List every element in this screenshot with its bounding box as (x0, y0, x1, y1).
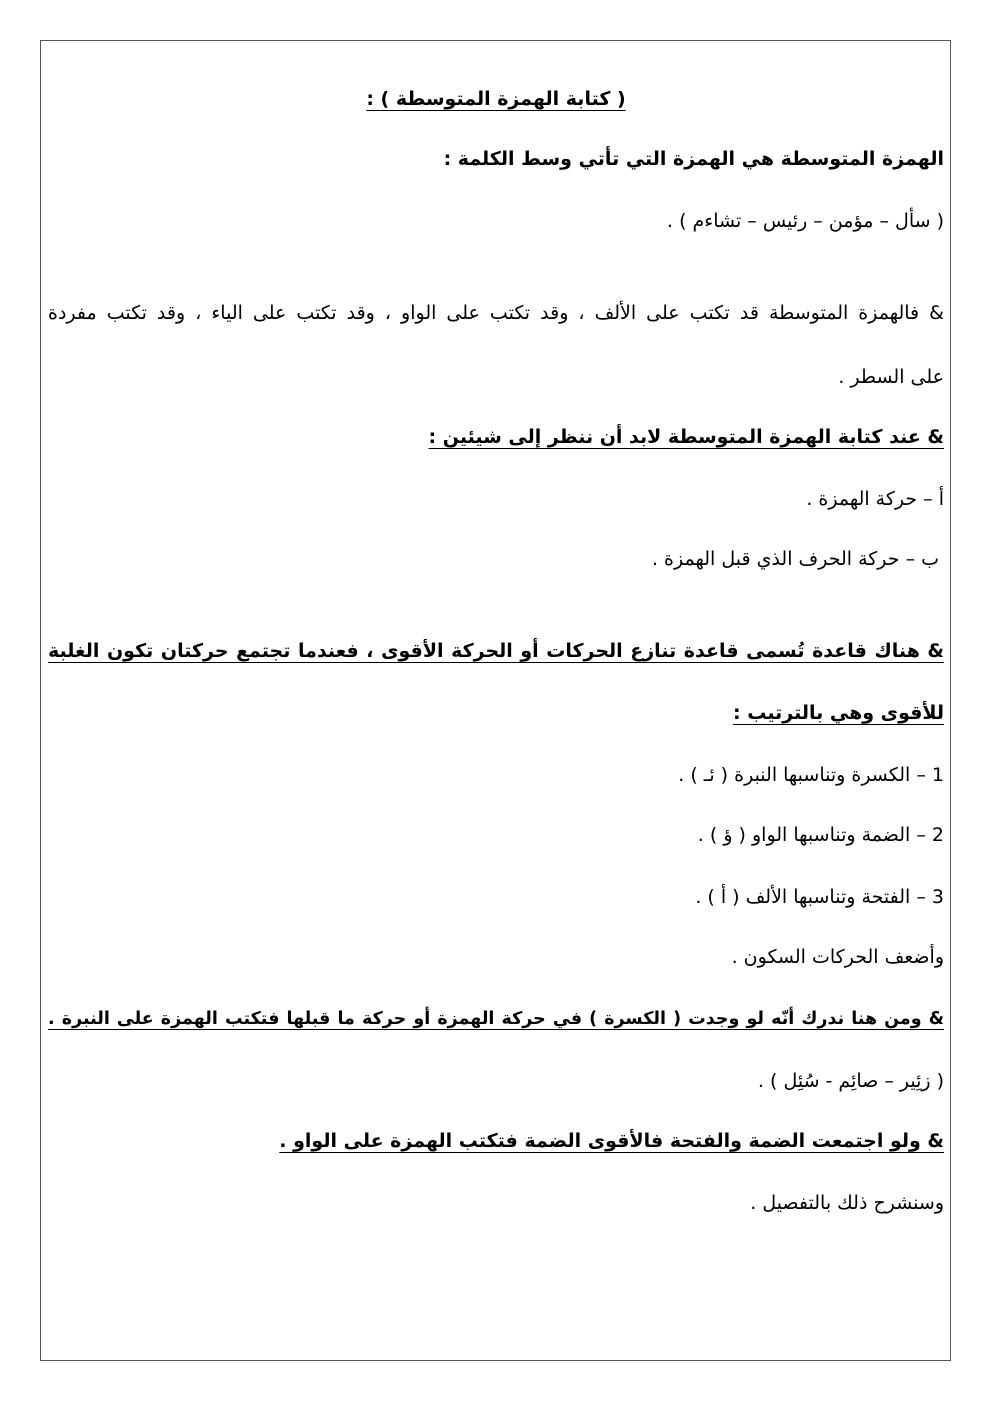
closing-note: وسنشرح ذلك بالتفصيل . (750, 1192, 944, 1214)
kasra-rule-heading: & ومن هنا ندرك أنّه لو وجدت ( الكسرة ) في حركة الهمزة أو حركة ما قبلها فتكتب الهمزة على النبرة . (48, 1009, 944, 1029)
rank-item-1: 1 – الكسرة وتناسبها النبرة ( ئـ ) . (678, 764, 944, 786)
weakest-note: وأضعف الحركات السكون . (731, 946, 944, 968)
list-item-b: ب – حركة الحرف الذي قبل الهمزة . (651, 548, 939, 570)
page-title: ( كتابة الهمزة المتوسطة ) : (366, 88, 626, 110)
paragraph-1-line-1: & فالهمزة المتوسطة قد تكتب على الألف ، وقد تكتب على الواو ، وقد تكتب على الياء ، وقد تكتب مفردة (48, 302, 944, 324)
examples-line-1: ( سأل – مؤمن – رئيس – تشاءم ) . (666, 210, 944, 232)
paragraph-1-line-2: على السطر . (838, 366, 944, 388)
examples-line-2: ( زئِير – صائِم - سُئِل ) . (757, 1070, 944, 1092)
definition-heading: الهمزة المتوسطة هي الهمزة التي تأتي وسط الكلمة : (443, 148, 944, 170)
rule-heading-line-1: & هناك قاعدة تُسمى قاعدة تنازع الحركات أو الحركة الأقوى ، فعندما تجتمع حركتان تكون الغلبة (48, 640, 944, 662)
damma-rule-heading: & ولو اجتمعت الضمة والفتحة فالأقوى الضمة فتكتب الهمزة على الواو . (279, 1130, 944, 1152)
rule-heading-line-2: للأقوى وهي بالترتيب : (733, 702, 944, 724)
rank-item-3: 3 – الفتحة وتناسبها الألف ( أ ) . (695, 886, 944, 908)
rank-item-2: 2 – الضمة وتناسبها الواو ( ؤ ) . (697, 824, 944, 846)
section-heading-two-things: & عند كتابة الهمزة المتوسطة لابد أن ننظر إلى شيئين : (428, 426, 944, 448)
list-item-a: أ – حركة الهمزة . (806, 488, 944, 510)
